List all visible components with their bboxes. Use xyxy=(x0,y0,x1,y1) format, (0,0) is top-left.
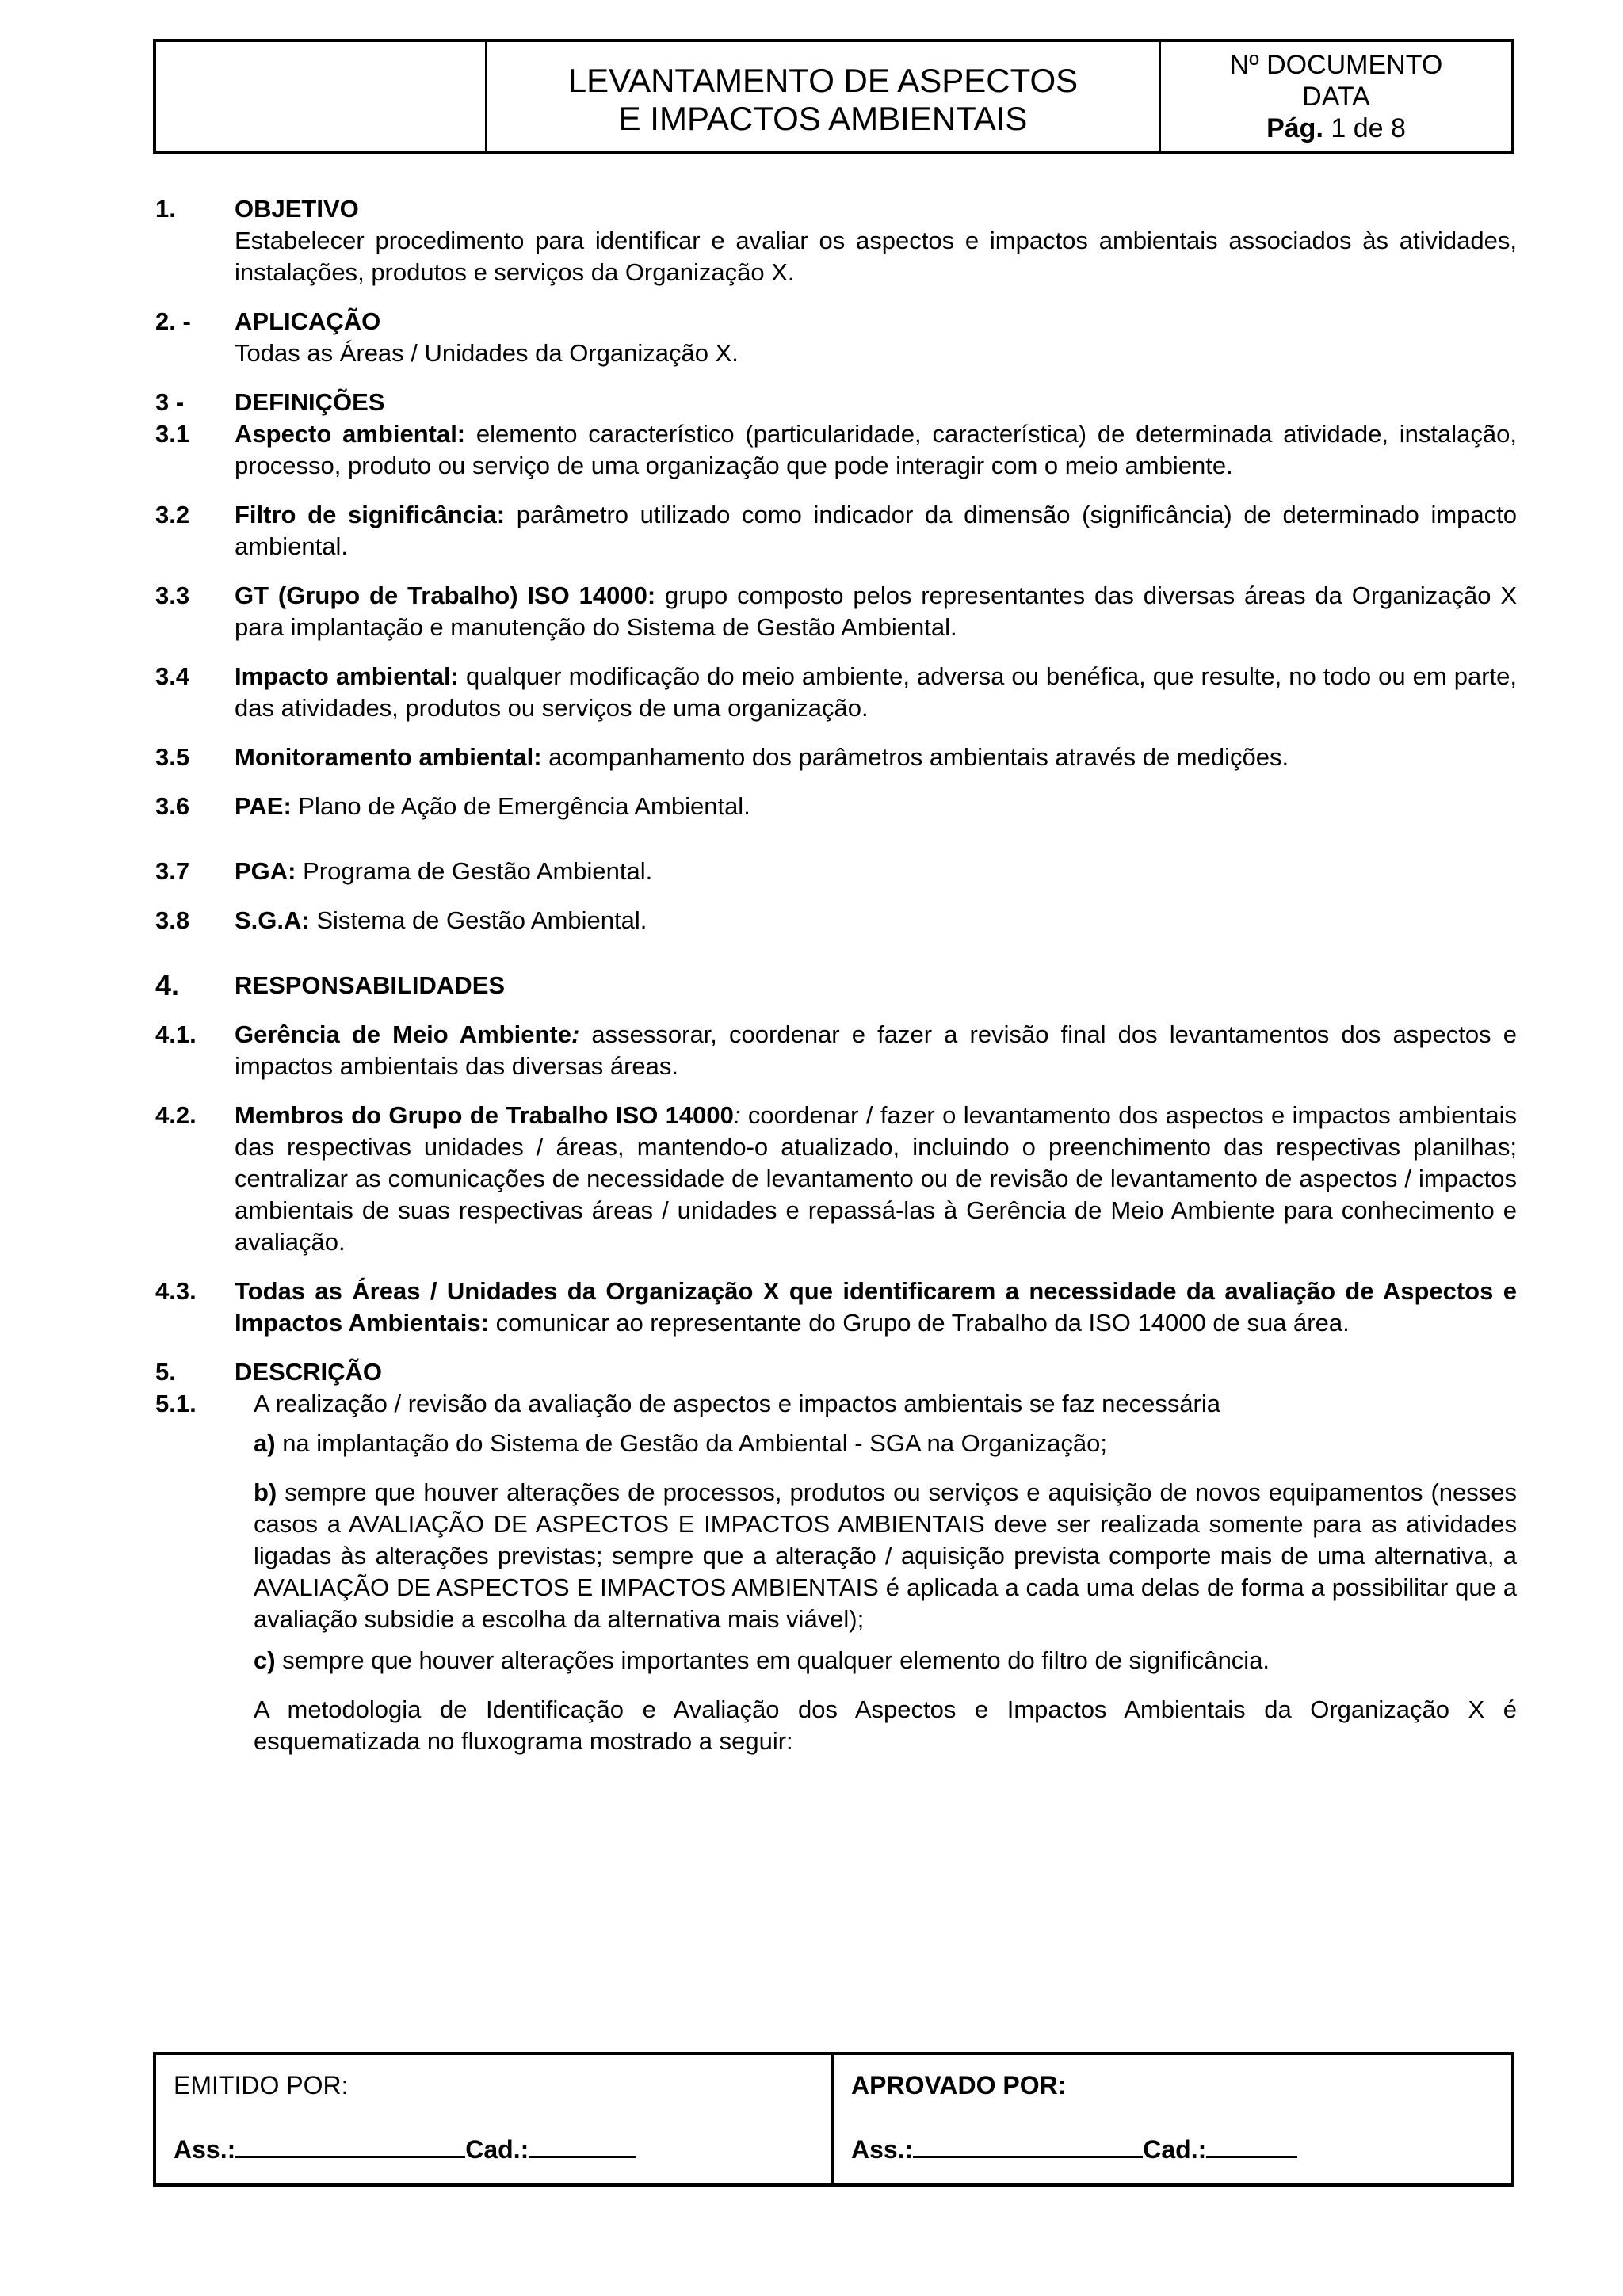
responsibility-text: coordenar / fazer o levantamento dos aspectos e impactos ambientais das respectivas unidades / áreas, mantendo-o atualizado, incluindo o preenchimento das respectivas planilhas; centralizar as comunicações de necessidade de levantamento ou de revisão de levantamento de aspectos / impactos ambientais de suas respectivas áreas / unidades e repassá-las à Gerência de Meio Ambiente para conhecimento e avaliação. xyxy=(235,1101,1517,1256)
sub-text: sempre que houver alterações importantes em qualquer elemento do filtro de significância. xyxy=(275,1646,1270,1674)
signature-blank xyxy=(913,2132,1143,2158)
definition-text: Programa de Gestão Ambiental. xyxy=(296,857,653,885)
issued-signature-row xyxy=(174,2132,813,2164)
description-text: A realização / revisão da avaliação de aspectos e impactos ambientais se faz necessária xyxy=(254,1390,1221,1417)
definition-item xyxy=(155,856,1517,887)
section-title: DEFINIÇÕES xyxy=(235,388,385,416)
issued-label: EMITIDO POR: xyxy=(174,2071,349,2100)
description-sub-c xyxy=(155,1645,1517,1676)
definition-text: acompanhamento dos parâmetros ambientais através de medições. xyxy=(541,743,1289,771)
description-sub-a xyxy=(155,1428,1517,1459)
page-indicator xyxy=(1266,113,1406,144)
definition-text: parâmetro utilizado como indicador da dimensão (significância) de determinado impacto ambiental. xyxy=(235,501,1517,560)
page-label: Pág. xyxy=(1266,113,1323,143)
definition-item xyxy=(155,499,1517,563)
section-title: RESPONSABILIDADES xyxy=(235,971,506,999)
section-title: APLICAÇÃO xyxy=(235,307,381,335)
definition-item xyxy=(155,742,1517,773)
header-meta xyxy=(1161,42,1511,151)
definition-term: Monitoramento ambiental: xyxy=(235,743,542,771)
logo-cell xyxy=(156,42,487,151)
section-title: DESCRIÇÃO xyxy=(235,1358,383,1386)
definition-text: elemento característico (particularidade, característica) de determinada atividade, instalação, processo, produto ou serviço de uma organização que pode interagir com o meio ambiente. xyxy=(235,420,1517,479)
registration-blank xyxy=(529,2132,636,2158)
item-number: 3.2 xyxy=(155,501,190,528)
definition-term: Aspecto ambiental: xyxy=(235,420,466,448)
date-label: DATA xyxy=(1302,81,1370,112)
sub-label: a) xyxy=(254,1429,276,1457)
item-number: 5.1. xyxy=(155,1390,197,1417)
section-number: 5. xyxy=(155,1358,176,1386)
responsibility-term: Membros do Grupo de Trabalho ISO 14000 xyxy=(235,1101,734,1129)
definition-term: GT (Grupo de Trabalho) ISO 14000: xyxy=(235,582,656,609)
item-number: 3.5 xyxy=(155,743,190,771)
description-closing xyxy=(155,1694,1517,1757)
term-colon: : xyxy=(733,1101,741,1129)
sub-text: na implantação do Sistema de Gestão da Ambiental - SGA na Organização; xyxy=(275,1429,1108,1457)
item-number: 4.3. xyxy=(155,1277,197,1305)
item-number: 3.8 xyxy=(155,906,190,934)
definition-term: Filtro de significância: xyxy=(235,501,506,528)
definition-item xyxy=(155,791,1517,822)
definition-item xyxy=(155,905,1517,936)
registration-blank xyxy=(1206,2132,1297,2158)
ass-label: Ass.: xyxy=(174,2135,236,2164)
approved-label: APROVADO POR: xyxy=(851,2071,1067,2100)
definition-item xyxy=(155,418,1517,482)
description-item xyxy=(155,1388,1517,1420)
cad-label: Cad.: xyxy=(1143,2135,1207,2164)
section-text: Todas as Áreas / Unidades da Organização X. xyxy=(235,339,739,367)
section-title: OBJETIVO xyxy=(235,195,359,223)
approved-signature-row xyxy=(851,2132,1494,2164)
responsibility-item xyxy=(155,1019,1517,1082)
responsibility-item xyxy=(155,1276,1517,1339)
responsibility-term: Todas as Áreas / Unidades da Organização X que identificarem a necessidade da avaliação de Aspectos e Impactos Ambientais: xyxy=(235,1277,1517,1337)
item-number: 3.6 xyxy=(155,792,190,820)
definition-text: qualquer modificação do meio ambiente, adversa ou benéfica, que resulte, no todo ou em parte, das atividades, produtos ou serviços de uma organização. xyxy=(235,662,1518,722)
responsibility-text: assessorar, coordenar e fazer a revisão final dos levantamentos dos aspectos e impactos ambientais das diversas áreas. xyxy=(235,1020,1517,1080)
approved-by-cell xyxy=(834,2055,1511,2183)
definition-item xyxy=(155,661,1517,724)
doc-number-label: Nº DOCUMENTO xyxy=(1229,49,1443,80)
document-header xyxy=(153,39,1514,154)
sub-label: c) xyxy=(254,1646,276,1674)
closing-text: A metodologia de Identificação e Avaliação dos Aspectos e Impactos Ambientais da Organização X é esquematizada no fluxograma mostrado a seguir: xyxy=(254,1695,1517,1755)
term-colon: : xyxy=(571,1020,580,1048)
issued-by-cell xyxy=(156,2055,834,2183)
signature-blank xyxy=(235,2132,465,2158)
page-value: 1 de 8 xyxy=(1331,113,1406,143)
definition-text: Plano de Ação de Emergência Ambiental. xyxy=(291,792,750,820)
definition-term: Impacto ambiental: xyxy=(235,662,459,690)
title-line-1: LEVANTAMENTO DE ASPECTOS xyxy=(567,61,1079,99)
header-title xyxy=(487,42,1161,151)
section-definicoes xyxy=(155,387,1517,418)
document-body xyxy=(155,193,1517,1757)
definition-term: PGA: xyxy=(235,857,296,885)
item-number: 3.3 xyxy=(155,582,190,609)
title-line-2: E IMPACTOS AMBIENTAIS xyxy=(618,99,1028,137)
definition-text: grupo composto pelos representantes das diversas áreas da Organização X para implantação e manutenção do Sistema de Gestão Ambiental. xyxy=(235,582,1518,641)
definition-term: PAE: xyxy=(235,792,292,820)
section-number: 2. - xyxy=(155,307,191,335)
ass-label: Ass.: xyxy=(851,2135,914,2164)
item-number: 4.1. xyxy=(155,1020,197,1048)
description-sub-b xyxy=(155,1477,1517,1635)
section-objetivo xyxy=(155,193,1517,288)
signature-footer xyxy=(153,2052,1514,2187)
sub-text: sempre que houver alterações de processos, produtos ou serviços e aquisição de novos equipamentos (nesses casos a AVALIAÇÃO DE ASPECTOS E IMPACTOS AMBIENTAIS deve ser realizada somente para as atividades ligadas às alterações previstas; sempre que a alteração / aquisição prevista comporte mais de uma alternativa, a AVALIAÇÃO DE ASPECTOS E IMPACTOS AMBIENTAIS é aplicada a cada uma delas de forma a possibilitar que a avaliação subsidie a escolha da alternativa mais viável); xyxy=(254,1478,1517,1633)
cad-label: Cad.: xyxy=(465,2135,529,2164)
section-number: 4. xyxy=(155,969,180,1001)
section-number: 1. xyxy=(155,195,176,223)
definition-term: S.G.A: xyxy=(235,906,310,934)
definition-item xyxy=(155,580,1517,643)
item-number: 3.7 xyxy=(155,857,190,885)
definition-text: Sistema de Gestão Ambiental. xyxy=(309,906,647,934)
item-number: 3.4 xyxy=(155,662,190,690)
section-responsabilidades xyxy=(155,970,1517,1001)
responsibility-text: comunicar ao representante do Grupo de Trabalho da ISO 14000 de sua área. xyxy=(488,1309,1350,1337)
item-number: 3.1 xyxy=(155,420,190,448)
section-text: Estabelecer procedimento para identificar e avaliar os aspectos e impactos ambientais associados às atividades, instalações, produtos e serviços da Organização X. xyxy=(235,227,1517,286)
section-number: 3 - xyxy=(155,388,185,416)
section-aplicacao xyxy=(155,306,1517,369)
section-descricao xyxy=(155,1356,1517,1388)
item-number: 4.2. xyxy=(155,1101,197,1129)
responsibility-item xyxy=(155,1100,1517,1258)
sub-label: b) xyxy=(254,1478,277,1506)
responsibility-term: Gerência de Meio Ambiente xyxy=(235,1020,571,1048)
